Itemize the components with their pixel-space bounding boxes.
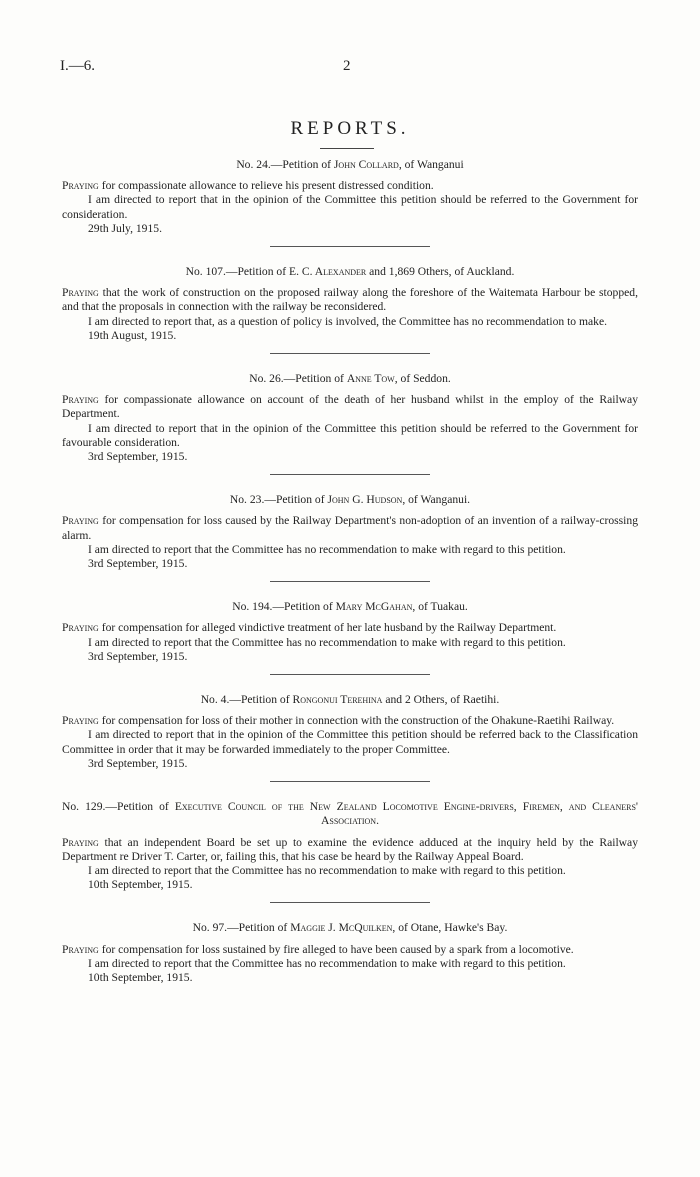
committee-report: I am directed to report that in the opinion of the Committee this petition should be referred back to the Classification Committee in order that it may be forwarded immediately to the proper Committee. <box>62 728 638 756</box>
petition-entry <box>62 158 638 247</box>
petition-heading <box>62 493 638 507</box>
praying-word: Praying <box>62 514 99 528</box>
report-date: 3rd September, 1915. <box>88 649 188 663</box>
petition-prayer <box>62 714 638 728</box>
petition-entry <box>62 800 638 903</box>
prayer-text: for compensation for loss of their mother in connection with the construction of the Ohakune-Raetihi Railway. <box>98 714 615 728</box>
petition-heading <box>62 921 638 935</box>
petition-location: , of Seddon. <box>394 372 451 386</box>
petitioner-name: Maggie J. McQuilken <box>290 921 393 935</box>
page-number: 2 <box>343 58 351 74</box>
petition-number: No. 194.—Petition of <box>232 600 336 614</box>
petition-number: No. 107.—Petition of <box>185 265 289 279</box>
petitioner-name: E. C. Alexander <box>289 265 367 279</box>
petition-prayer <box>62 943 638 957</box>
committee-report: I am directed to report that in the opinion of the Committee this petition should be referred to the Government for favourable consideration. <box>62 421 638 449</box>
petition-entry <box>62 493 638 582</box>
committee-report: I am directed to report that the Committee has no recommendation to make with regard to this petition. <box>88 635 566 649</box>
prayer-text: for compassionate allowance on account of the death of her husband whilst in the employ of the Railway Department. <box>62 393 638 421</box>
report-date: 19th August, 1915. <box>88 328 177 342</box>
praying-word: Praying <box>62 942 99 956</box>
section-divider <box>270 581 430 582</box>
petition-entry <box>62 921 638 985</box>
petition-number: No. 26.—Petition of <box>249 372 347 386</box>
petition-heading <box>62 800 638 828</box>
section-divider <box>270 902 430 903</box>
praying-word: Praying <box>62 621 99 635</box>
petition-number: No. 24.—Petition of <box>236 158 334 171</box>
petition-entry <box>62 372 638 475</box>
page-title: REPORTS. <box>290 118 410 139</box>
petition-location: and 2 Others, of Raetihi. <box>382 693 500 707</box>
petition-entry <box>62 600 638 675</box>
petition-entry <box>62 265 638 354</box>
report-date: 10th September, 1915. <box>88 878 193 892</box>
section-divider <box>270 674 430 675</box>
title-divider <box>320 148 374 149</box>
petition-heading <box>62 600 638 614</box>
petitions-list <box>62 158 638 985</box>
petition-prayer <box>62 621 638 635</box>
committee-report: I am directed to report that the Committee has no recommendation to make with regard to this petition. <box>88 863 566 877</box>
praying-word: Praying <box>62 393 99 407</box>
praying-word: Praying <box>62 286 99 300</box>
petition-location: , of Wanganui. <box>402 493 471 507</box>
petition-heading <box>62 372 638 386</box>
petition-location: and 1,869 Others, of Auckland. <box>366 265 515 279</box>
prayer-text: that an independent Board be set up to examine the evidence adduced at the inquiry held by the Railway Department re Driver T. Carter, or, failing this, that his case be heard by the Railway Appeal Board. <box>62 835 638 863</box>
petition-location: . <box>376 814 379 828</box>
committee-report: I am directed to report that the Committee has no recommendation to make with regard to this petition. <box>88 542 566 556</box>
petitioner-name: Rongonui Terehina <box>292 693 383 707</box>
report-date: 29th July, 1915. <box>88 221 162 235</box>
report-date: 3rd September, 1915. <box>88 756 188 770</box>
petition-prayer <box>62 836 638 864</box>
petitioner-name: Mary McGahan <box>335 600 413 614</box>
petition-prayer <box>62 286 638 314</box>
section-divider <box>270 781 430 782</box>
praying-word: Praying <box>62 714 99 728</box>
petition-prayer <box>62 514 638 542</box>
petition-number: No. 97.—Petition of <box>192 921 291 935</box>
petitioner-name: Anne Tow <box>346 372 395 386</box>
prayer-text: that the work of construction on the proposed railway along the foreshore of the Waitemata Harbour be stopped, and that the proposals in connection with the railway be reconsidered. <box>62 286 638 314</box>
prayer-text: for compensation for loss sustained by fire alleged to have been caused by a spark from a locomotive. <box>98 942 574 956</box>
petitioner-name: John G. Hudson <box>327 493 403 507</box>
committee-report: I am directed to report that in the opinion of the Committee this petition should be referred to the Government for consideration. <box>62 193 638 221</box>
prayer-text: for compensation for loss caused by the Railway Department's non-adoption of an invention of a railway-crossing alarm. <box>62 514 638 542</box>
petition-number: No. 129.—Petition of <box>62 800 175 814</box>
report-date: 10th September, 1915. <box>88 970 193 984</box>
prayer-text: for compassionate allowance to relieve his present distressed condition. <box>98 179 434 193</box>
praying-word: Praying <box>62 179 99 193</box>
committee-report: I am directed to report that the Committee has no recommendation to make with regard to this petition. <box>88 956 566 970</box>
section-divider <box>270 474 430 475</box>
petition-prayer <box>62 393 638 421</box>
committee-report: I am directed to report that, as a question of policy is involved, the Committee has no recommendation to make. <box>88 314 608 328</box>
petitioner-name: Executive Council of the New Zealand Locomotive Engine-drivers, Firemen, and Cleaners' Association <box>174 800 638 828</box>
petition-location: , of Otane, Hawke's Bay. <box>392 921 508 935</box>
petition-heading <box>62 693 638 707</box>
petition-heading <box>62 265 638 279</box>
page-reference: I.—6. <box>60 58 95 74</box>
petition-entry <box>62 693 638 782</box>
petition-heading <box>62 158 638 172</box>
report-date: 3rd September, 1915. <box>88 557 188 571</box>
petition-prayer <box>62 179 638 193</box>
petition-location: , of Tuakau. <box>412 600 468 614</box>
petition-number: No. 4.—Petition of <box>200 693 293 707</box>
report-date: 3rd September, 1915. <box>88 450 188 464</box>
prayer-text: for compensation for alleged vindictive treatment of her late husband by the Railway Department. <box>98 621 557 635</box>
section-divider <box>270 353 430 354</box>
petitioner-name: John Collard <box>333 158 399 171</box>
section-divider <box>270 246 430 247</box>
petition-location: , of Wanganui <box>398 158 464 171</box>
petition-number: No. 23.—Petition of <box>229 493 328 507</box>
praying-word: Praying <box>62 835 99 849</box>
